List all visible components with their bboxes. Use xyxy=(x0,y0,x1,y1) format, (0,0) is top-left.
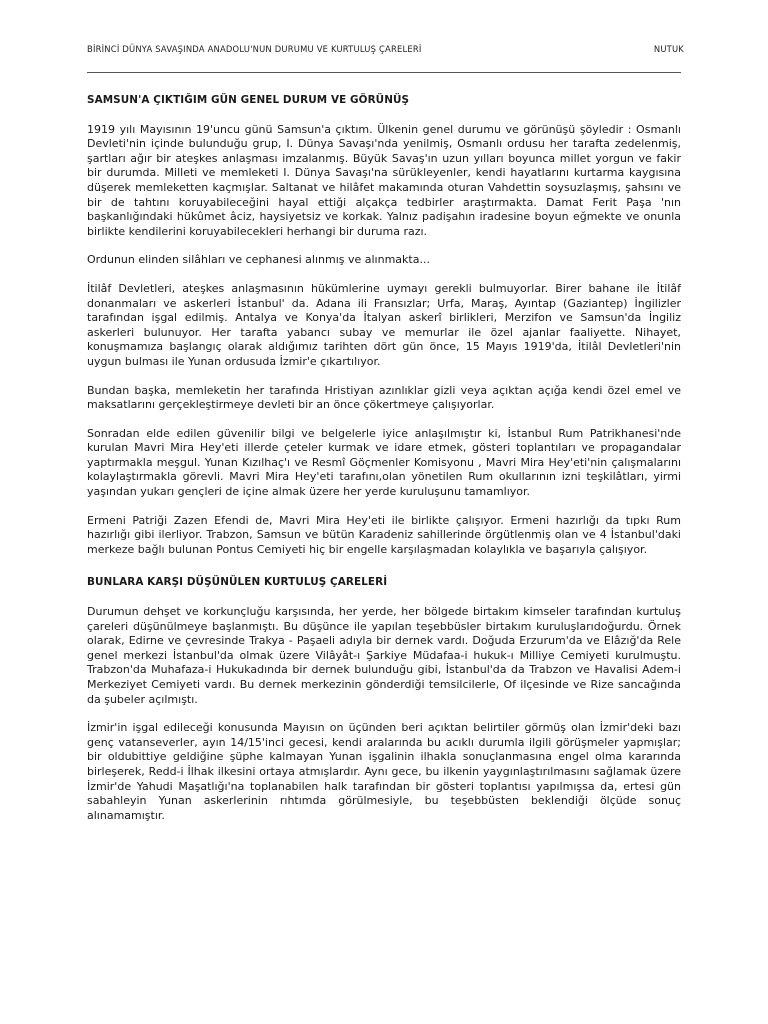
paragraph: İtilâf Devletleri, ateşkes anlaşmasının hükümlerine uymayı gerekli bulmuyorlar. Birer bahane ile İtilâf donanmaları ve askerleri İstanbul' da. Adana ili Fransızlar; Urfa, Maraş, Ayıntap (Gaziantep) İngilizler tarafından işgal edilmiş. Antalya ve Konya'da İtalyan askerî birlikleri, Merzifon ve Samsun'da İngiliz askerleri bulunuyor. Her tarafta yabancı subay ve memurlar ile özel ajanlar faaliyette. Nihayet, konuşmamıza başlangıç olarak aldığımız tarihten dört gün önce, 15 Mayıs 1919'da, İtilâl Devletleri'nin uygun bulması ile Yunan ordusuda İzmir'e çıkartılıyor. xyxy=(87,281,681,368)
header-book-name: NUTUK xyxy=(653,44,684,54)
paragraph: Sonradan elde edilen güvenilir bilgi ve belgelerle iyice anlaşılmıştır ki, İstanbul Rum Patrikhanesi'nde kurulan Mavri Mira Hey'eti illerde çeteler kurmak ve idare etmek, gösteri toplantıları ve propagandalar yaptırmakla meşgul. Yunan Kızılhaç'ı ve Resmî Göçmenler Komisyonu , Mavri Mira Hey'eti'nin çalışmalarını kolaylaştırmakla görevli. Mavri Mira Hey'eti tarafını,olan yönetilen Rum okullarının izni teşkilâtları, yirmi yaşından yukarı gençleri de içine almak üzere her yerde kuruluşunu tamamlıyor. xyxy=(87,426,681,499)
header-divider xyxy=(87,72,681,73)
section-heading-samsun: SAMSUN'A ÇIKTIĞIM GÜN GENEL DURUM VE GÖRÜNÜŞ xyxy=(87,94,410,106)
paragraph: Ermeni Patriği Zazen Efendi de, Mavri Mira Hey'eti ile birlikte çalışıyor. Ermeni hazırlığı da tıpkı Rum hazırlığı gibi ilerliyor. Trabzon, Samsun ve bütün Karadeniz sahillerinde örgütlenmiş olan ve 4 İstanbul'daki merkeze bağlı bulunan Pontus Cemiyeti hiç bir engelle karşılaşmadan kolaylıkla ve başarıyla çalışıyor. xyxy=(87,513,681,556)
section-heading-kurtulus: BUNLARA KARŞI DÜŞÜNÜLEN KURTULUŞ ÇARELERİ xyxy=(87,576,388,589)
paragraph: Durumun dehşet ve korkunçluğu karşısında, her yerde, her bölgede birtakım kimseler tarafından kurtuluş çareleri düşünülmeye başlanmıştı. Bu düşünce ile yapılan teşebbüsler birtakım kuruluşlarıdoğurdu. Örnek olarak, Edirne ve çevresinde Trakya - Paşaeli adıyla bir dernek vardı. Doğuda Erzurum'da ve Elâzığ'da Rele genel merkezi İstanbul'da olmak üzere Vilâyât-ı Şarkiye Müdafaa-i hukuk-ı Milliye Cemiyeti kurulmuştu. Trabzon'da Muhafaza-i Hukukadında bir dernek bulunduğu gibi, İstanbul'da da Trabzon ve Havalisi Adem-i Merkeziyet Cemiyeti vardı. Bu dernek merkezinin gönderdiği temsilcilerle, Of ilçesinde ve Rize sancağında da şubeler açılmıştı. xyxy=(87,605,681,706)
header-title: BİRİNCİ DÜNYA SAVAŞINDA ANADOLU'NUN DURUMU VE KURTULUŞ ÇARELERİ xyxy=(87,44,422,54)
document-body xyxy=(87,93,681,837)
paragraph: 1919 yılı Mayısının 19'uncu günü Samsun'a çıktım. Ülkenin genel durumu ve görünüşü şöyledir : Osmanlı Devleti'nin içinde bulunduğu grup, I. Dünya Savaşı'nda yenilmiş, Osmanlı ordusu her tarafta zedelenmiş, şartları ağır bir ateşkes anlaşması imzalanmış. Büyük Savaş'ın uzun yılları boyunca millet yorgun ve fakir bir durumda. Milleti ve memleketi I. Dünya Savaşı'na sürükleyenler, kendi hayatlarını kurtarma kaygısına düşerek memleketten kaçmışlar. Saltanat ve hilâfet makamında oturan Vahdettin soysuzlaşmış, şahsını ve bir de tahtını koruyabileceğini hayal ettiği alçakça tedbirler araştırmakta. Damat Ferit Paşa 'nın başkanlığındaki hükûmet âciz, haysiyetsiz ve korkak. Yalnız padişahın iradesine boyun eğmekte ve onunla birlikte kendilerini koruyabilecekleri herhangi bir duruma razı. xyxy=(87,122,681,238)
running-header xyxy=(87,44,684,60)
paragraph: Ordunun elinden silâhları ve cephanesi alınmış ve alınmakta... xyxy=(87,253,430,267)
paragraph: İzmir'in işgal edileceği konusunda Mayısın on üçünden beri açıktan belirtiler görmüş olan İzmir'deki bazı genç vatanseverler, ayın 14/15'inci gecesi, kendi aralarında bu acıklı durumla ilgili görüşmeler yapmışlar; bir oldubittiye geldiğine şüphe kalmayan Yunan işgalinin ilhakla sonuçlanmasına engel olma kararında birleşerek, Redd-i İlhak ilkesini ortaya atmışlardır. Aynı gece, bu ilkenin yaygınlaştırılmasını sağlamak üzere İzmir'de Yahudi Maşatlığı'na toplanabilen halk tarafından bir gösteri toplantısı yapılmışsa da, ertesi gün sabahleyin Yunan askerlerinin rıhtımda görülmesiyle, bu teşebbüsten beklendiği ölçüde sonuç alınamamıştır. xyxy=(87,721,681,822)
paragraph: Bundan başka, memleketin her tarafında Hristiyan azınlıklar gizli veya açıktan açığa kendi özel emel ve maksatlarını gerçekleştirmeye devleti bir an önce çökertmeye çalışıyorlar. xyxy=(87,383,681,412)
